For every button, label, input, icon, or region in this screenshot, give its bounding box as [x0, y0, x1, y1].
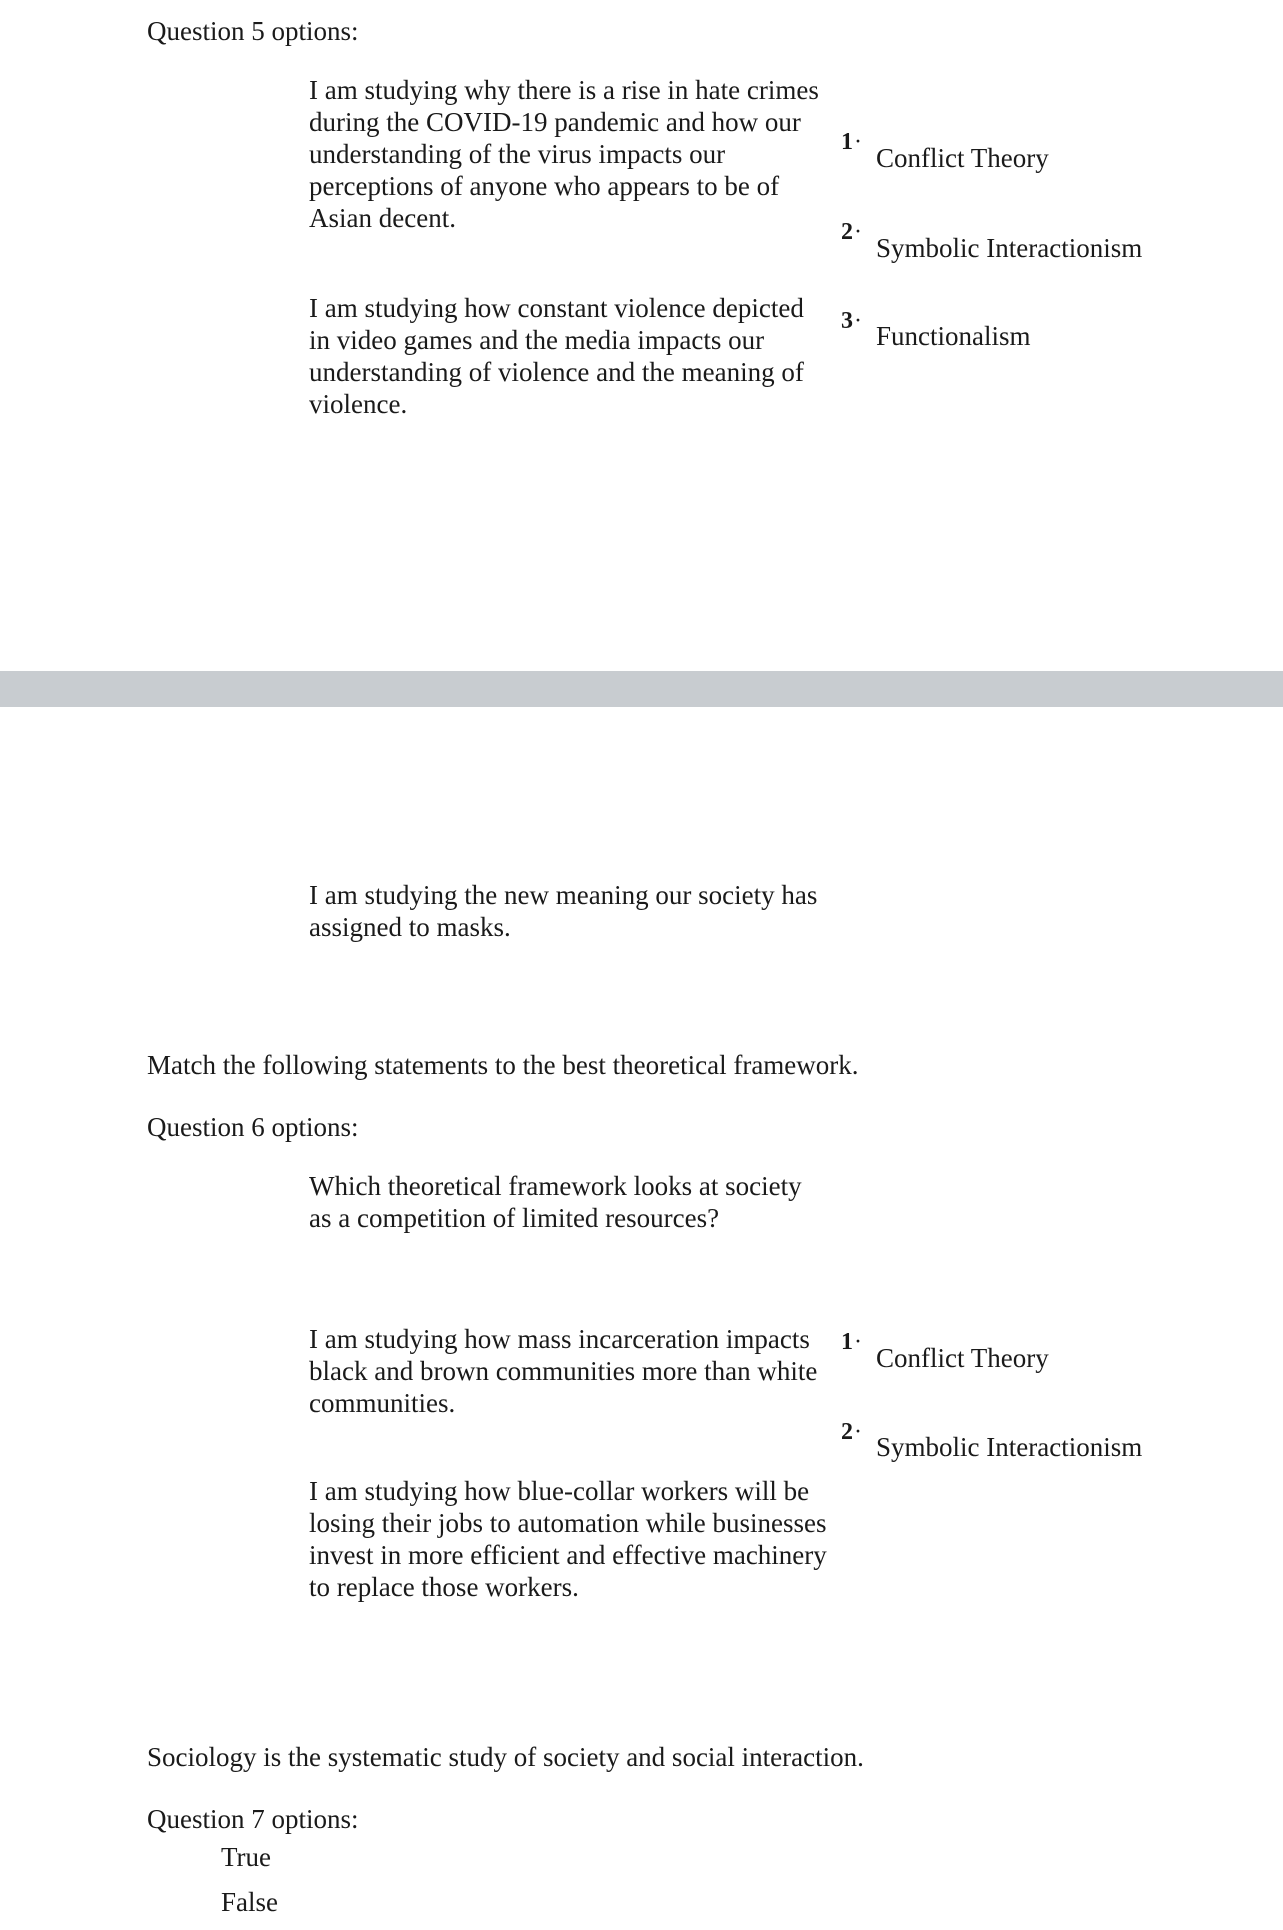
q5-statement-2: I am studying how constant violence depicted in video games and the media impacts our understanding of violence and the meaning of violence.: [309, 293, 804, 419]
q5-option-3-label: Functionalism: [876, 321, 1031, 351]
q6-statement-2: I am studying how mass incarceration impacts black and brown communities more than white communities.: [309, 1324, 818, 1418]
q6-statement-1: Which theoretical framework looks at society as a competition of limited resources?: [309, 1171, 802, 1233]
q6-option-2-label: Symbolic Interactionism: [876, 1432, 1143, 1462]
q6-option-1-number: 1 ·: [841, 1328, 862, 1356]
q5-option-1-number: 1 ·: [841, 128, 862, 156]
q5-option-2-label: Symbolic Interactionism: [876, 233, 1143, 263]
q7-choice-true[interactable]: True: [221, 1842, 272, 1872]
q6-option-1-label: Conflict Theory: [876, 1343, 1049, 1373]
q6-option-2-number: 2 ·: [841, 1418, 862, 1446]
q6-statement-3: I am studying how blue-collar workers will be losing their jobs to automation while businesses invest in more efficient and effective machinery to replace those workers.: [309, 1476, 827, 1602]
section-divider: [0, 671, 1283, 707]
question-7-label: Question 7 options:: [147, 1804, 359, 1834]
question-5-label: Question 5 options:: [147, 16, 359, 46]
question-7-prompt: Sociology is the systematic study of society and social interaction.: [147, 1742, 864, 1772]
question-6-prompt: Match the following statements to the best theoretical framework.: [147, 1050, 859, 1080]
q5-option-3-number: 3 ·: [841, 307, 862, 335]
q5-option-2-number: 2 ·: [841, 218, 862, 246]
q5-statement-1: I am studying why there is a rise in hate crimes during the COVID-19 pandemic and how our understanding of the virus impacts our perceptions of anyone who appears to be of Asian decent.: [309, 75, 819, 233]
q5-option-1-label: Conflict Theory: [876, 143, 1049, 173]
q7-choice-false[interactable]: False: [221, 1887, 278, 1917]
question-6-label: Question 6 options:: [147, 1112, 359, 1142]
q5-statement-3: I am studying the new meaning our society has assigned to masks.: [309, 880, 818, 942]
